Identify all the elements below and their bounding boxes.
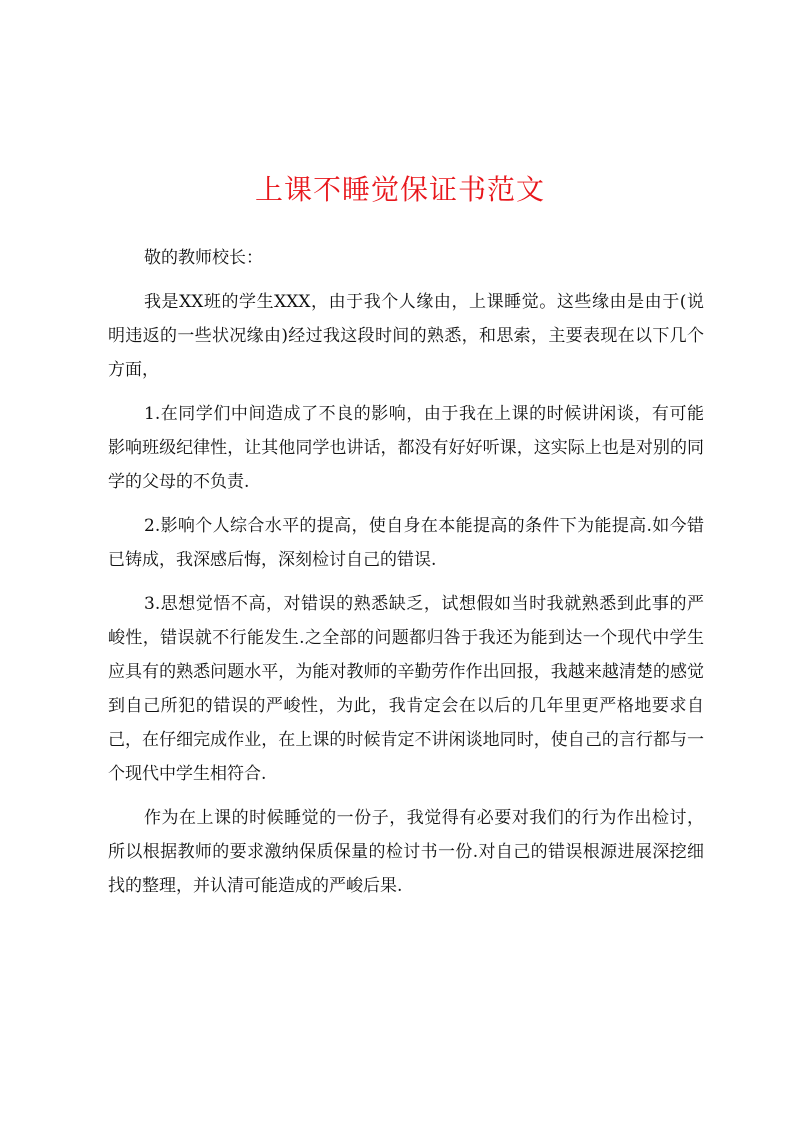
closing-paragraph: 作为在上课的时候睡觉的一份子，我觉得有必要对我们的行为作出检讨，所以根据教师的要求激纳保质保量的检讨书一份.对自己的错误根源进展深挖细找的整理，并认清可能造成的严峻后果.: [108, 808, 704, 896]
document-title: 上课不睡觉保证书范文: [254, 173, 545, 206]
document-body: [108, 241, 704, 913]
point-3-paragraph: 3.思想觉悟不高，对错误的熟悉缺乏，试想假如当时我就熟悉到此事的严峻性，错误就不行能发生.之全部的问题都归咎于我还为能到达一个现代中学生应具有的熟悉问题水平，为能对教师的辛勤劳作作出回报，我越来越清楚的感觉到自己所犯的错误的严峻性，为此，我肯定会在以后的几年里更严格地要求自己，在仔细完成作业，在上课的时候肯定不讲闲谈地同时，使自己的言行都与一个现代中学生相符合.: [108, 594, 704, 784]
point-1-paragraph: 1.在同学们中间造成了不良的影响，由于我在上课的时候讲闲谈，有可能影响班级纪律性，让其他同学也讲话，都没有好好听课，这实际上也是对别的同学的父母的不负责.: [108, 404, 704, 492]
point-2-paragraph: 2.影响个人综合水平的提高，使自身在本能提高的条件下为能提高.如今错已铸成，我深感后悔，深刻检讨自己的错误.: [108, 516, 704, 570]
salutation-paragraph: 敬的教师校长：: [144, 248, 263, 268]
intro-paragraph: 我是XX班的学生XXX，由于我个人缘由，上课睡觉。这些缘由是由于(说明违返的一些状况缘由)经过我这段时间的熟悉，和思索，主要表现在以下几个方面，: [108, 292, 704, 380]
